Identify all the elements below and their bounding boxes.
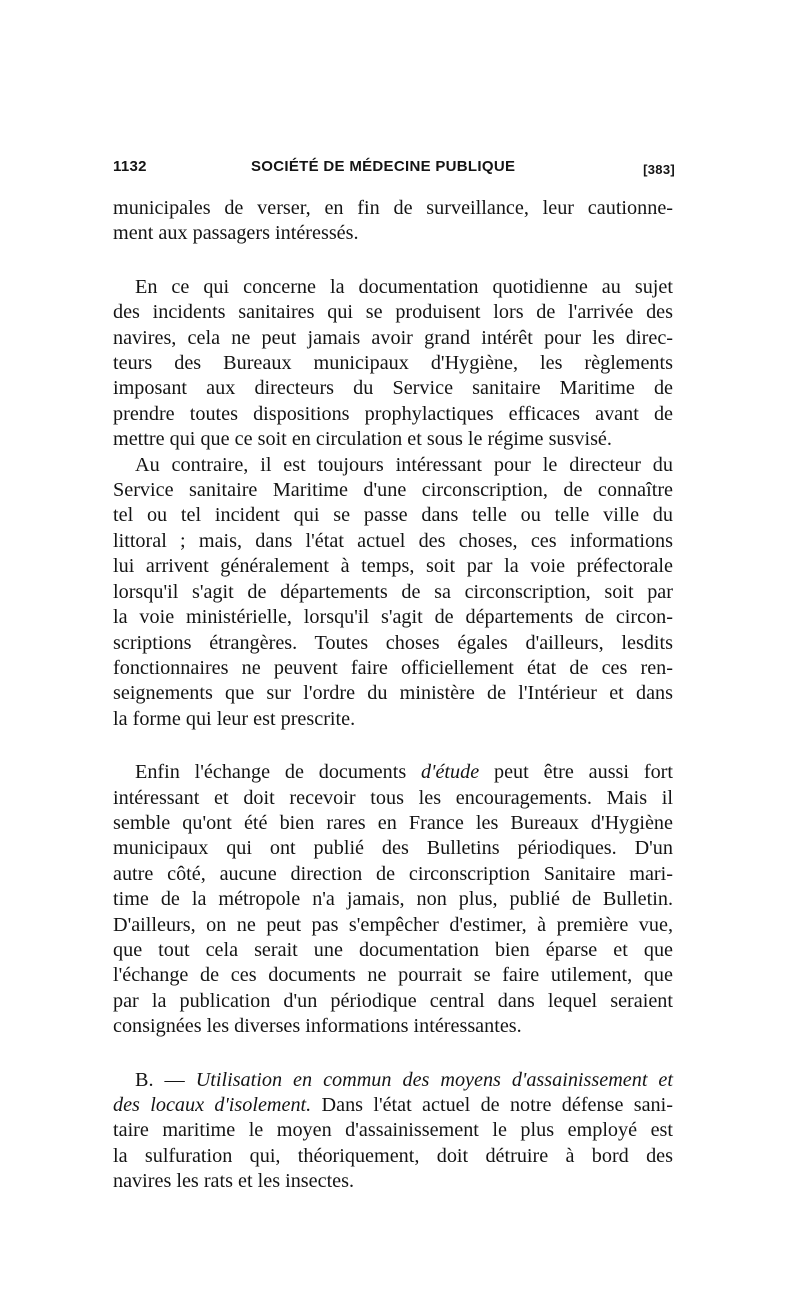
document-page <box>113 0 673 1304</box>
text-line: seignements que sur l'ordre du ministère de l'Intérieur et dans <box>113 682 673 705</box>
page-reference: [383] <box>643 162 675 177</box>
running-header <box>113 158 673 182</box>
text-line: lorsqu'il s'agit de départements de sa circonscription, soit par <box>113 580 673 603</box>
text-line: teurs des Bureaux municipaux d'Hygiène, les règlements <box>113 352 673 375</box>
text-line: que tout cela serait une documentation bien éparse et que <box>113 938 673 961</box>
text-line: Au contraire, il est toujours intéressant pour le directeur du <box>135 453 673 476</box>
paragraph-5 <box>113 1068 673 1195</box>
text-line: ment aux passagers intéressés. <box>113 222 359 245</box>
text-line: En ce qui concerne la documentation quotidienne au sujet <box>135 275 673 298</box>
text-line: B. — Utilisation en commun des moyens d'assainissement et <box>135 1068 673 1091</box>
text-line: municipaux qui ont publié des Bulletins périodiques. D'un <box>113 837 673 860</box>
text-line: littoral ; mais, dans l'état actuel des choses, ces informations <box>113 529 673 552</box>
text-line: consignées les diverses informations intéressantes. <box>113 1015 522 1038</box>
text-line: scriptions étrangères. Toutes choses égales d'ailleurs, lesdits <box>113 631 673 654</box>
body-text <box>113 196 673 1195</box>
text-line: la sulfuration qui, théoriquement, doit détruire à bord des <box>113 1144 673 1167</box>
text-line: prendre toutes dispositions prophylactiques efficaces avant de <box>113 402 673 425</box>
text-line: imposant aux directeurs du Service sanitaire Maritime de <box>113 377 673 400</box>
text-line: autre côté, aucune direction de circonscription Sanitaire mari- <box>113 862 673 885</box>
text-line: l'échange de ces documents ne pourrait se faire utilement, que <box>113 964 673 987</box>
text-line: fonctionnaires ne peuvent faire officiellement état de ces ren- <box>113 656 673 679</box>
text-line: municipales de verser, en fin de surveillance, leur cautionne- <box>113 197 673 219</box>
text-line: navires les rats et les insectes. <box>113 1170 355 1193</box>
paragraph-1 <box>113 196 673 247</box>
running-title: SOCIÉTÉ DE MÉDECINE PUBLIQUE <box>251 158 516 175</box>
text-line: mettre qui que ce soit en circulation et sous le régime susvisé. <box>113 428 612 451</box>
emphasis: d'étude <box>421 761 480 784</box>
page-number: 1132 <box>113 158 147 175</box>
text-line: des locaux d'isolement. Dans l'état actuel de notre défense sani- <box>113 1094 673 1116</box>
paragraph-2 <box>113 275 673 453</box>
emphasis: des locaux d'isolement. <box>113 1094 312 1116</box>
text-line: Service sanitaire Maritime d'une circonscription, de connaître <box>113 479 673 502</box>
text-line: navires, cela ne peut jamais avoir grand intérêt pour les direc- <box>113 326 673 349</box>
text-line: taire maritime le moyen d'assainissement le plus employé est <box>113 1119 673 1142</box>
text-line: time de la métropole n'a jamais, non plus, publié de Bulletin. <box>113 888 673 911</box>
emphasis: Utilisation en commun des moyens d'assainissement et <box>195 1068 673 1091</box>
text-line: intéressant et doit recevoir tous les encouragements. Mais il <box>113 786 673 809</box>
paragraph-3 <box>113 453 673 732</box>
text-line: D'ailleurs, on ne peut pas s'empêcher d'estimer, à première vue, <box>113 913 673 936</box>
text-line: Enfin l'échange de documents d'étude peut être aussi fort <box>135 761 673 784</box>
text-line: des incidents sanitaires qui se produisent lors de l'arrivée des <box>113 301 673 324</box>
text-line: lui arrivent généralement à temps, soit par la voie préfectorale <box>113 555 673 578</box>
text-line: par la publication d'un périodique central dans lequel seraient <box>113 989 673 1012</box>
paragraph-4 <box>113 760 673 1039</box>
text-line: semble qu'ont été bien rares en France les Bureaux d'Hygiène <box>113 811 673 834</box>
text-line: tel ou tel incident qui se passe dans telle ou telle ville du <box>113 504 673 527</box>
text-line: la voie ministérielle, lorsqu'il s'agit de départements de circon- <box>113 606 673 629</box>
text-line: la forme qui leur est prescrite. <box>113 707 356 730</box>
